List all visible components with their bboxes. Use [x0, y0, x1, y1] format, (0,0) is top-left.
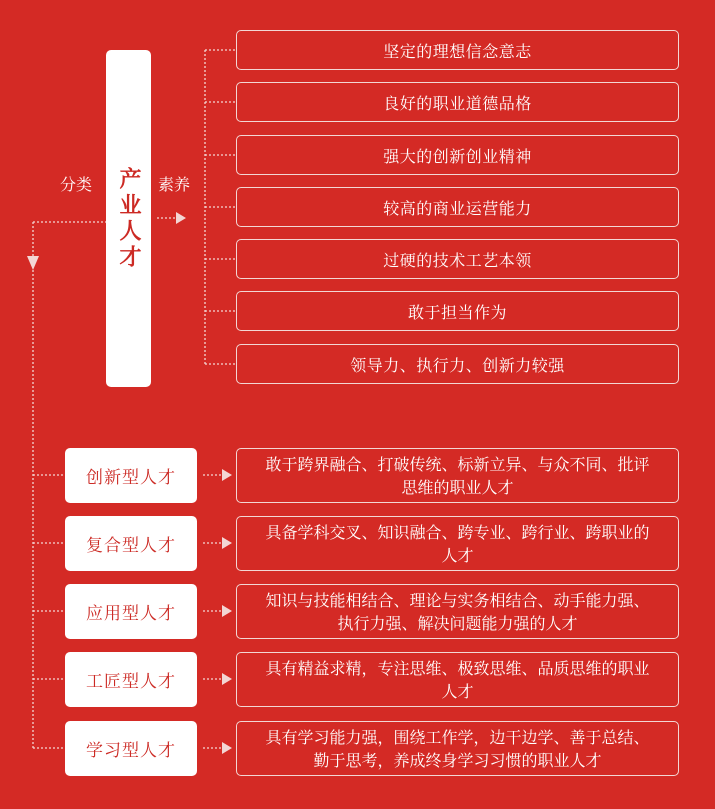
- category-desc: [236, 516, 679, 571]
- right-arrow-icon: [222, 742, 232, 754]
- category-desc-text: 具有学习能力强，围绕工作学，边干边学、善于总结、勤于思考，养成终身学习习惯的职业人才: [265, 727, 650, 770]
- category-box: 复合型人才: [65, 516, 197, 571]
- trait-box: 强大的创新创业精神: [236, 135, 679, 175]
- trait-heading: 素养: [158, 175, 191, 194]
- category-desc-text: 具有精益求精，专注思维、极致思维、品质思维的职业人才: [265, 658, 650, 701]
- trait-box: 过硬的技术工艺本领: [236, 239, 679, 279]
- category-box: 工匠型人才: [65, 652, 197, 707]
- category-desc: [236, 584, 679, 639]
- category-desc: [236, 721, 679, 776]
- category-box: 应用型人才: [65, 584, 197, 639]
- category-desc-text: 知识与技能相结合、理论与实务相结合、动手能力强、执行力强、解决问题能力强的人才: [265, 590, 650, 633]
- category-desc-text: 敢于跨界融合、打破传统、标新立异、与众不同、批评思维的职业人才: [265, 454, 650, 497]
- central-box: [106, 50, 151, 387]
- trait-box: 敢于担当作为: [236, 291, 679, 331]
- left-label: 分类: [60, 175, 93, 194]
- right-arrow-icon: [176, 212, 186, 224]
- right-arrow-icon: [222, 537, 232, 549]
- right-arrow-icon: [222, 469, 232, 481]
- right-arrow-icon: [222, 605, 232, 617]
- category-desc-text: 具备学科交叉、知识融合、跨专业、跨行业、跨职业的人才: [265, 522, 650, 565]
- trait-box: 领导力、执行力、创新力较强: [236, 344, 679, 384]
- category-desc: [236, 652, 679, 707]
- right-arrow-icon: [222, 673, 232, 685]
- category-desc: [236, 448, 679, 503]
- central-label: 产业人才: [116, 166, 141, 271]
- category-box: 创新型人才: [65, 448, 197, 503]
- down-arrow-icon: [27, 256, 39, 270]
- category-box: 学习型人才: [65, 721, 197, 776]
- trait-box: 良好的职业道德品格: [236, 82, 679, 122]
- trait-box: 坚定的理想信念意志: [236, 30, 679, 70]
- trait-box: 较高的商业运营能力: [236, 187, 679, 227]
